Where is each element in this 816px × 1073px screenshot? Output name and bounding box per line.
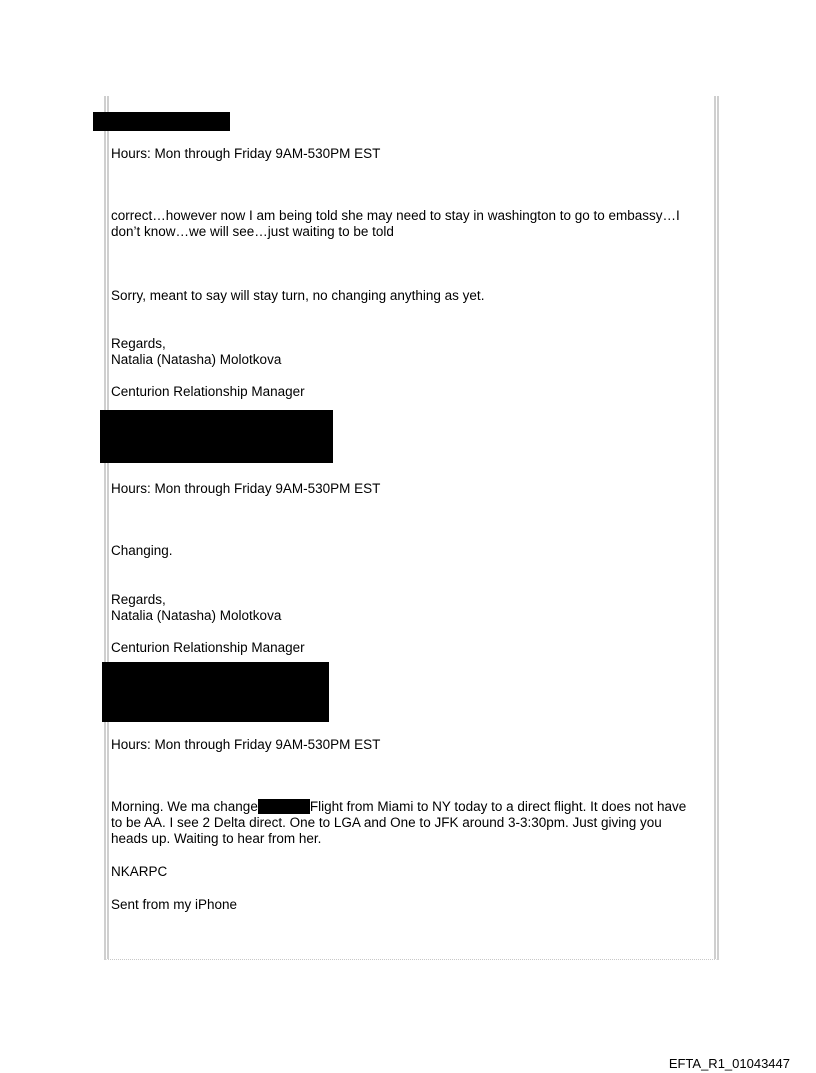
- redaction-block: [102, 662, 329, 722]
- document-id: EFTA_R1_01043447: [668, 1056, 790, 1071]
- sender-name: Natalia (Natasha) Molotkova: [111, 352, 282, 367]
- reply-text: Sorry, meant to say will stay turn, no changing anything as yet.: [111, 288, 485, 303]
- message-text: Flight from Miami to NY today to a direct flight. It does not have: [309, 799, 687, 814]
- message-line: correct…however now I am being told she may need to stay in washington to go to embassy…I: [111, 208, 680, 223]
- message-line: to be AA. I see 2 Delta direct. One to LGA and One to JFK around 3-3:30pm. Just giving you: [111, 815, 662, 830]
- regards-text: Regards,: [111, 592, 166, 607]
- reply-text: Changing.: [111, 543, 173, 558]
- hours-line: Hours: Mon through Friday 9AM-530PM EST: [111, 737, 381, 752]
- message-text: Morning. We ma change: [111, 799, 258, 814]
- message-line: heads up. Waiting to hear from her.: [111, 831, 322, 846]
- regards-text: Regards,: [111, 336, 166, 351]
- message-line: don’t know…we will see…just waiting to be told: [111, 224, 394, 239]
- sender-name: Natalia (Natasha) Molotkova: [111, 608, 282, 623]
- message-line-first: [111, 799, 686, 815]
- inline-redaction: [258, 799, 310, 814]
- sender-title: Centurion Relationship Manager: [111, 640, 305, 655]
- redaction-block: [100, 410, 333, 463]
- email-signature: Sent from my iPhone: [111, 897, 238, 912]
- redaction-block: [93, 112, 230, 131]
- hours-line: Hours: Mon through Friday 9AM-530PM EST: [111, 146, 381, 161]
- sender-initials: NKARPC: [111, 864, 168, 879]
- sender-title: Centurion Relationship Manager: [111, 384, 305, 399]
- hours-line: Hours: Mon through Friday 9AM-530PM EST: [111, 481, 381, 496]
